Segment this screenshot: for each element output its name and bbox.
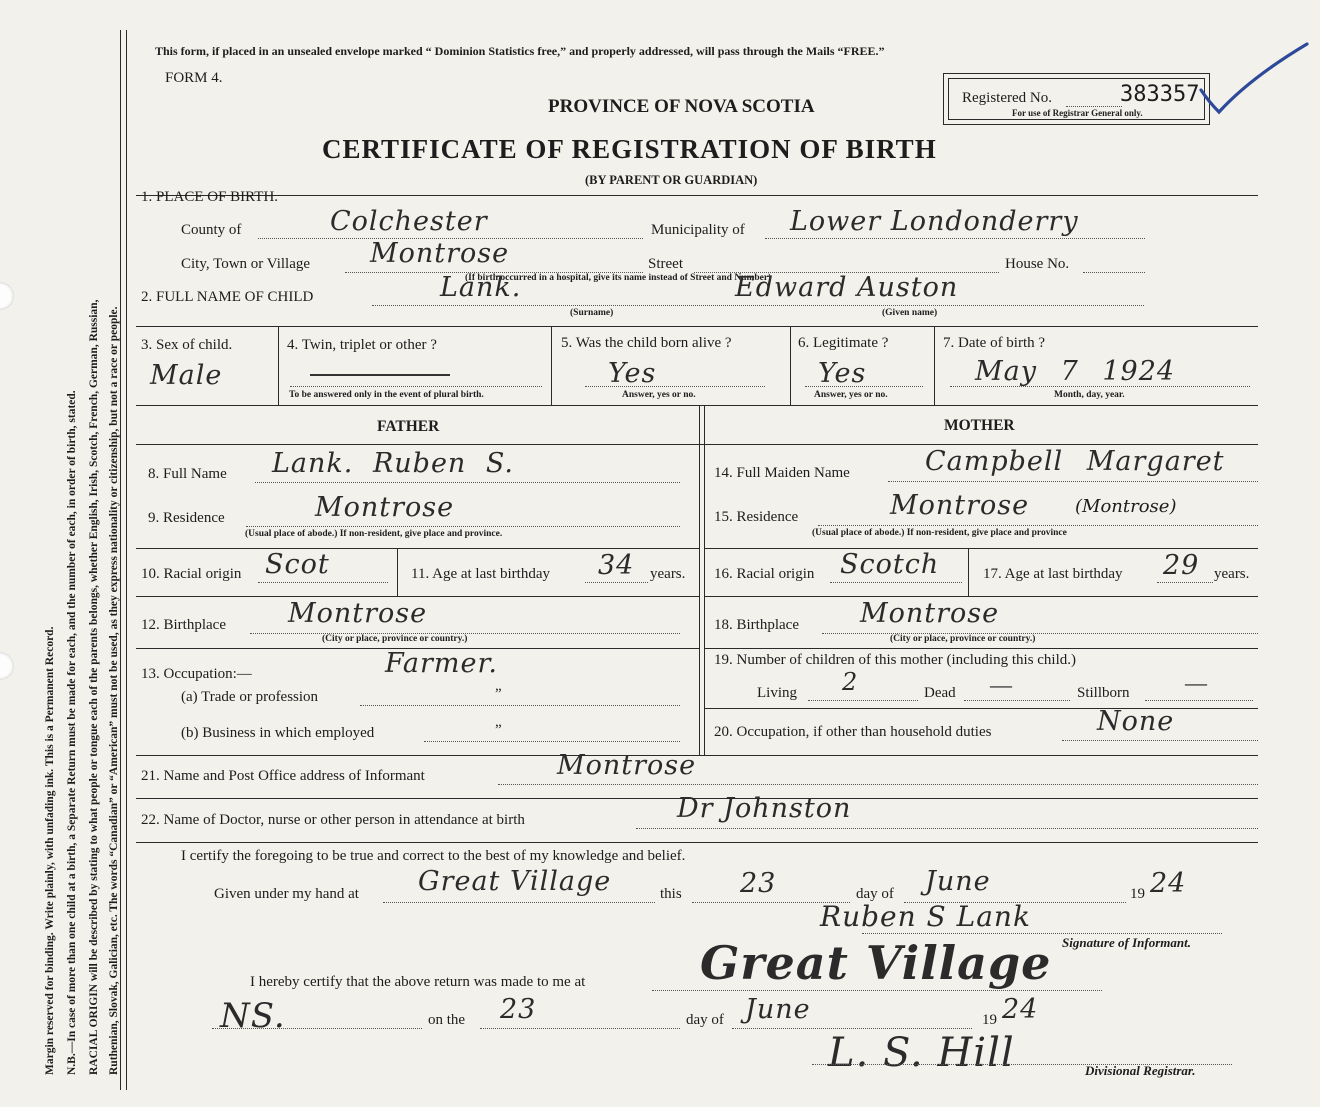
mother-occupation-line xyxy=(1062,740,1258,741)
alive-label: 5. Was the child born alive ? xyxy=(561,335,732,351)
registered-number: 383357 xyxy=(1120,82,1200,107)
legitimate-note: Answer, yes or no. xyxy=(814,390,888,400)
father-residence-label: 9. Residence xyxy=(148,510,225,526)
given-month-value: June xyxy=(925,866,991,897)
row3-top-rule xyxy=(136,326,1258,327)
father-years: years. xyxy=(650,566,686,582)
alive-value: Yes xyxy=(608,358,657,389)
informant-value: Montrose xyxy=(557,750,697,781)
margin-rule-outer xyxy=(120,30,121,1090)
municipality-value: Lower Londonderry xyxy=(790,206,1079,237)
surname-caption: (Surname) xyxy=(570,308,614,318)
row3-divider-4 xyxy=(934,326,935,405)
margin-note-multiple-births: N.B.—In case of more than one child at a birth, a Separate Return must be made for each, and the number of each, in order of birth, stated. xyxy=(66,390,78,1075)
page-title: CERTIFICATE OF REGISTRATION OF BIRTH xyxy=(322,134,937,164)
margin-note-racial-origin-cont: Ruthenian, Slovak, Galician, etc. The words “Canadian” or “American” must not be used, as they express nationality or citizenship, but not a race or people. xyxy=(108,306,120,1075)
mother-race-top-rule xyxy=(704,548,1258,549)
registrar-signature: L. S. Hill xyxy=(828,1030,1015,1076)
mother-age-line xyxy=(1157,582,1213,583)
father-occupation-label: 13. Occupation:— xyxy=(141,666,252,682)
city-label: City, Town or Village xyxy=(181,256,311,272)
margin-note-racial-origin: RACIAL ORIGIN will be described by stating to what people or tongue each of the parents belongs, whether English, Irish, Scotch, French, German, Russian, xyxy=(88,299,100,1075)
dead-line xyxy=(964,700,1070,701)
mother-residence-extra: (Montrose) xyxy=(1075,496,1177,517)
father-age-label: 11. Age at last birthday xyxy=(411,566,550,582)
given-year-prefix: 19 xyxy=(1130,886,1145,902)
registrar-signature-label: Divisional Registrar. xyxy=(1085,1063,1196,1078)
parents-heading-rule xyxy=(136,444,1258,445)
mother-occupation-value: None xyxy=(1097,706,1175,737)
child-surname-value: Lank. xyxy=(440,272,522,303)
mother-birthplace-value: Montrose xyxy=(860,598,1000,629)
stillborn-value: — xyxy=(1185,670,1207,695)
twin-note: To be answered only in the event of plural birth. xyxy=(289,390,484,400)
informant-line xyxy=(498,784,1258,785)
mother-age-value: 29 xyxy=(1163,550,1200,581)
form-top-rule xyxy=(136,195,1258,196)
twin-label: 4. Twin, triplet or other ? xyxy=(287,337,437,353)
living-line xyxy=(808,700,918,701)
father-residence-line xyxy=(246,526,680,527)
city-value: Montrose xyxy=(370,238,510,269)
dob-label: 7. Date of birth ? xyxy=(943,335,1046,351)
dead-value: — xyxy=(990,672,1012,697)
mother-birthplace-label: 18. Birthplace xyxy=(714,617,799,633)
dob-note: Month, day, year. xyxy=(1054,390,1125,400)
check-mark-icon xyxy=(1195,38,1315,118)
row3-divider-1 xyxy=(278,326,279,405)
given-place-line xyxy=(383,902,655,903)
municipality-line xyxy=(765,238,1145,239)
registrar-month-value: June xyxy=(745,994,811,1025)
row3-divider-2 xyxy=(551,326,552,405)
father-race-top-rule xyxy=(136,548,699,549)
mother-race-bottom-rule xyxy=(704,596,1258,597)
registrar-place-line xyxy=(652,990,1102,991)
registrar-day-line xyxy=(480,1028,680,1029)
given-this-label: this xyxy=(660,886,682,902)
mother-birthplace-line xyxy=(822,633,1258,634)
child-given-value: Edward Auston xyxy=(735,272,959,303)
father-race-divider xyxy=(397,548,398,596)
father-trade-label: (a) Trade or profession xyxy=(181,689,319,705)
mother-race-value: Scotch xyxy=(840,549,940,580)
mother-name-line xyxy=(888,481,1258,482)
mother-residence-line xyxy=(818,525,1258,526)
attendant-value: Dr Johnston xyxy=(677,793,852,824)
mother-residence-note: (Usual place of abode.) If non-resident, give place and province xyxy=(812,528,1067,538)
informant-label: 21. Name and Post Office address of Informant xyxy=(141,768,425,784)
father-name-line xyxy=(255,482,680,483)
living-value: 2 xyxy=(842,668,859,696)
mother-name-label: 14. Full Maiden Name xyxy=(714,465,850,481)
father-age-value: 34 xyxy=(598,550,635,581)
dob-line xyxy=(950,386,1250,387)
street-label: Street xyxy=(648,256,683,272)
mother-age-label: 17. Age at last birthday xyxy=(983,566,1123,582)
informant-signature-line xyxy=(862,933,1222,934)
registrar-place-value: Great Village xyxy=(700,936,1052,990)
informant-top-rule xyxy=(136,755,1258,756)
father-name-label: 8. Full Name xyxy=(148,466,227,482)
registrar-statement: I hereby certify that the above return was made to me at xyxy=(250,974,586,990)
registrar-use-note: For use of Registrar General only. xyxy=(1012,108,1143,118)
registered-dots xyxy=(1066,106,1122,107)
attendant-line xyxy=(636,828,1258,829)
given-place-value: Great Village xyxy=(418,866,612,897)
mother-race-line xyxy=(830,582,962,583)
registered-label: Registered No. xyxy=(962,90,1052,106)
dob-value: May 7 1924 xyxy=(975,356,1176,387)
parents-divider-b xyxy=(704,405,705,755)
house-label: House No. xyxy=(1005,256,1070,272)
stillborn-line xyxy=(1145,700,1253,701)
father-business-value: ” xyxy=(495,722,502,738)
father-race-bottom-rule xyxy=(136,596,699,597)
father-birthplace-value: Montrose xyxy=(288,598,428,629)
municipality-label: Municipality of xyxy=(651,222,745,238)
county-value: Colchester xyxy=(330,206,488,237)
margin-note-binding: Margin reserved for binding. Write plainly, with unfading ink. This is a Permanent Record. xyxy=(44,626,56,1075)
row3-divider-3 xyxy=(790,326,791,405)
mother-occupation-label: 20. Occupation, if other than household duties xyxy=(714,724,992,740)
mother-name-value: Campbell Margaret xyxy=(925,446,1225,477)
twin-dash xyxy=(310,374,450,376)
children-count-rule xyxy=(704,708,1258,709)
form-bottom-rule xyxy=(136,842,1258,843)
child-name-label: 2. FULL NAME OF CHILD xyxy=(141,289,314,305)
children-count-label: 19. Number of children of this mother (including this child.) xyxy=(714,652,1077,668)
registrar-on-the-label: on the xyxy=(428,1012,466,1028)
father-business-line xyxy=(424,741,680,742)
place-heading: 1. PLACE OF BIRTH. xyxy=(141,189,279,205)
sex-value: Male xyxy=(150,360,223,391)
father-heading: FATHER xyxy=(377,418,440,435)
page-subtitle: (BY PARENT OR GUARDIAN) xyxy=(585,173,758,187)
mother-birthplace-rule xyxy=(704,648,1258,649)
registrar-day-of-label: day of xyxy=(686,1012,724,1028)
living-label: Living xyxy=(757,685,797,701)
father-race-value: Scot xyxy=(265,549,330,580)
stillborn-label: Stillborn xyxy=(1077,685,1130,701)
given-caption: (Given name) xyxy=(882,308,938,318)
mother-heading: MOTHER xyxy=(944,417,1015,434)
punch-hole-top xyxy=(0,282,14,310)
father-trade-line xyxy=(360,705,680,706)
mother-residence-value: Montrose xyxy=(890,490,1030,521)
twin-line xyxy=(290,386,542,387)
registrar-province-value: NS. xyxy=(220,996,286,1036)
legitimate-value: Yes xyxy=(818,358,867,389)
father-residence-value: Montrose xyxy=(315,492,455,523)
informant-signature: Ruben S Lank xyxy=(820,900,1031,933)
attendant-label: 22. Name of Doctor, nurse or other person in attendance at birth xyxy=(141,812,525,828)
row3-bottom-rule xyxy=(136,405,1258,406)
punch-hole-bottom xyxy=(0,652,14,680)
father-residence-note: (Usual place of abode.) If non-resident, give place and province. xyxy=(245,529,503,539)
mother-race-divider xyxy=(968,548,969,596)
county-label: County of xyxy=(181,222,242,238)
father-trade-value: ” xyxy=(495,686,502,702)
given-under-label: Given under my hand at xyxy=(214,886,359,902)
margin-rule-inner xyxy=(126,30,127,1090)
dead-label: Dead xyxy=(924,685,956,701)
registrar-year-value: 24 xyxy=(1002,994,1039,1025)
legitimate-line xyxy=(805,386,923,387)
informant-signature-label: Signature of Informant. xyxy=(1062,935,1191,950)
mail-notice: This form, if placed in an unsealed envelope marked “ Dominion Statistics free,” and properly addressed, will pass through the Mails “FREE.” xyxy=(155,44,885,58)
certify-statement: I certify the foregoing to be true and correct to the best of my knowledge and belief. xyxy=(181,848,686,864)
mother-years: years. xyxy=(1214,566,1250,582)
form-number: FORM 4. xyxy=(165,70,223,86)
father-occupation-value: Farmer. xyxy=(385,648,499,679)
mother-residence-label: 15. Residence xyxy=(714,509,799,525)
province-heading: PROVINCE OF NOVA SCOTIA xyxy=(548,96,815,117)
father-birthplace-note: (City or place, province or country.) xyxy=(322,634,468,644)
father-age-line xyxy=(585,582,648,583)
legitimate-label: 6. Legitimate ? xyxy=(798,335,889,351)
alive-note: Answer, yes or no. xyxy=(622,390,696,400)
given-day-of-label: day of xyxy=(856,886,894,902)
parents-divider-a xyxy=(699,405,700,755)
registrar-day-value: 23 xyxy=(500,994,537,1025)
father-birthplace-label: 12. Birthplace xyxy=(141,617,226,633)
registrar-province-line xyxy=(212,1028,422,1029)
father-race-label: 10. Racial origin xyxy=(141,566,242,582)
given-year-value: 24 xyxy=(1150,868,1187,899)
house-line xyxy=(1083,272,1145,273)
alive-line xyxy=(585,386,765,387)
child-name-line xyxy=(372,305,1144,306)
sex-label: 3. Sex of child. xyxy=(141,337,233,353)
hospital-note: (If birth occurred in a hospital, give its name instead of Street and Number) xyxy=(465,273,772,283)
registrar-month-line xyxy=(732,1028,972,1029)
father-name-value: Lank. Ruben S. xyxy=(272,448,515,479)
mother-race-label: 16. Racial origin xyxy=(714,566,815,582)
mother-birthplace-note: (City or place, province or country.) xyxy=(890,634,1036,644)
given-day-value: 23 xyxy=(740,868,777,899)
registrar-year-prefix: 19 xyxy=(982,1012,997,1028)
father-business-label: (b) Business in which employed xyxy=(181,725,375,741)
father-race-line xyxy=(258,582,388,583)
